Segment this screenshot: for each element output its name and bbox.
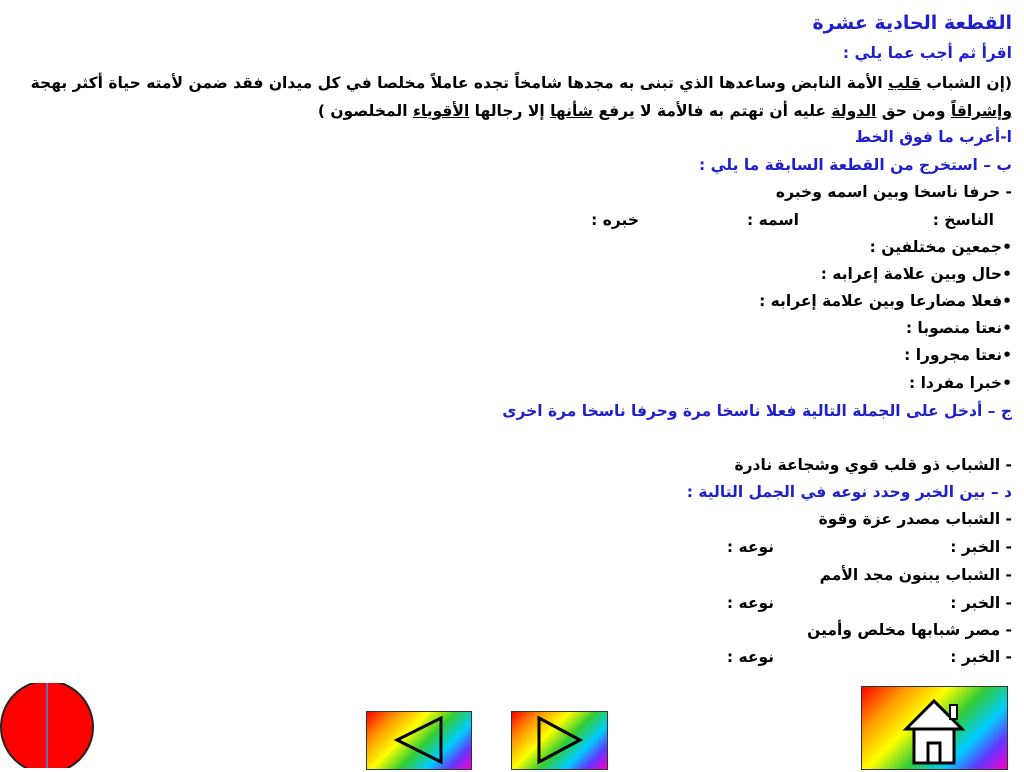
item-d1: - الشباب مصدر عزة وقوة <box>818 510 1012 528</box>
item-d3: - مصر شبابها مخلص وأمين <box>807 621 1012 639</box>
right-triangle-icon <box>512 712 607 769</box>
home-button[interactable] <box>861 686 1008 770</box>
left-triangle-icon <box>367 712 471 769</box>
label-naskh: الناسخ : <box>932 211 994 229</box>
d3-type-label: نوعه : <box>726 648 774 666</box>
underlined-word: الدولة <box>831 102 877 120</box>
item-b5: •نعتا منصوبا : <box>905 319 1012 337</box>
red-circle-icon <box>0 683 96 768</box>
next-button[interactable] <box>511 711 608 770</box>
underlined-word: وإشراقاً <box>950 102 1012 120</box>
underlined-word: قلب <box>888 74 921 92</box>
item-c1: - الشباب ذو قلب قوي وشجاعة نادرة <box>734 456 1012 474</box>
underlined-word: شأنها <box>550 102 594 120</box>
question-a: ا-أعرب ما فوق الخط <box>854 128 1012 146</box>
item-b4: •فعلا مضارعا وبين علامة إعرابه : <box>759 292 1012 310</box>
item-b3: •حال وبين علامة إعرابه : <box>820 265 1012 283</box>
previous-button[interactable] <box>366 711 472 770</box>
d2-khabar-label: - الخبر : <box>950 594 1012 612</box>
passage-text: الأمة النابض وساعدها الذي تبنى به مجدها شامخاً تجده عاملاً مخلصا في كل ميدان فقد ضمن لأمته حياة أكثر بهجة <box>30 74 889 92</box>
passage-text: (إن الشباب <box>920 74 1012 92</box>
stop-button[interactable] <box>0 683 96 768</box>
d1-type-label: نوعه : <box>726 538 774 556</box>
question-d: د – بين الخبر وحدد نوعه في الجمل التالية : <box>686 483 1012 501</box>
question-b: ب – استخرج من القطعة السابقة ما يلي : <box>699 156 1012 174</box>
question-c: ج – أدخل على الجملة التالية فعلا ناسخا مرة وحرفا ناسخا مرة اخرى <box>502 402 1012 420</box>
passage-text: المخلصون ) <box>317 102 413 120</box>
passage-text: إلا رجالها <box>469 102 551 120</box>
page-title: القطعة الحادية عشرة <box>812 12 1012 34</box>
item-b1: - حرفا ناسخا وبين اسمه وخبره <box>775 183 1012 201</box>
item-b6: •نعتا مجرورا : <box>904 346 1012 364</box>
d3-khabar-label: - الخبر : <box>950 648 1012 666</box>
instruction: اقرأ ثم أجب عما يلي : <box>842 44 1012 62</box>
label-khabar: خبره : <box>591 211 639 229</box>
d2-type-label: نوعه : <box>726 594 774 612</box>
label-ism: اسمه : <box>747 211 799 229</box>
passage-line-2 <box>318 100 1012 122</box>
item-b7: •خبرا مفردا : <box>908 374 1012 392</box>
passage-line-1 <box>31 72 1012 94</box>
item-d2: - الشباب يبنون مجد الأمم <box>819 566 1012 584</box>
d1-khabar-label: - الخبر : <box>950 538 1012 556</box>
passage-text: ومن حق <box>876 102 951 120</box>
passage-text: عليه أن تهتم به فالأمة لا يرفع <box>593 102 832 120</box>
item-b2: •جمعين مختلفين : <box>869 238 1012 256</box>
underlined-word: الأقوياء <box>412 102 470 120</box>
house-icon <box>862 687 1007 769</box>
